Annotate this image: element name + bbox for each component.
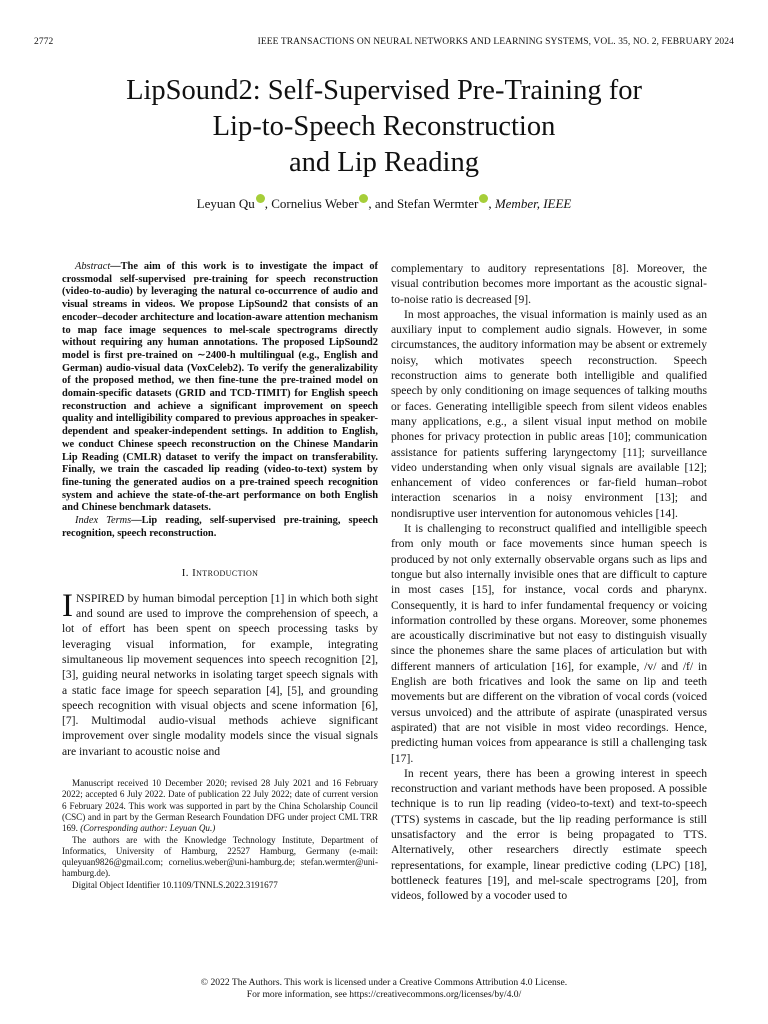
drop-word: NSPIRED xyxy=(76,591,125,605)
author-weber: , Cornelius Weber xyxy=(264,196,359,211)
intro-paragraph-3: It is challenging to reconstruct qualified and intelligible speech from only mouth or face movements since human speech is produced by not only externally observable organs such as lips and tongue but also internally invisible ones that are difficult to capture in most cases [15], for instance, vocal cords and pharynx. Consequently, it is hard to infer fundamental frequency or voicing information controlled by these organs. Moreover, some phonemes are acoustically discriminative but not easy to distinguish visually since the phonemes share the same places of articulation but with different manners of articulation [16], for example, /v/ and /f/ in English are both fricatives and look the same on lip and teeth movements but are different on the vibration of vocal cords (voiced versus unvoiced) and the attribute of aspirate (unaspirated versus aspirated) that are not visible in most video recordings. Hence, predicting human voices from appearance is still a challenging task [17]. xyxy=(391,522,707,765)
title-line-1: LipSound2: Self-Supervised Pre-Training for xyxy=(126,75,642,106)
intro-paragraph-4: In recent years, there has been a growing interest in speech reconstruction and variant methods have been proposed. A possible technique is to run lip reading (video-to-text) and text-to-speech (TTS) systems in cascade, but the lip reading performance is still unsatisfactory and the error is being propagated to TTS. Alternatively, other researchers directly estimate speech representations, for example, linear predictive coding (LPC) [18], bottleneck features [19], and mel-scale spectrograms [20], from videos, followed by a vocoder used to xyxy=(391,766,707,903)
author-separator: , xyxy=(488,196,495,211)
orcid-icon[interactable] xyxy=(479,194,488,203)
license-notice xyxy=(0,977,768,1001)
left-column xyxy=(62,261,378,891)
author-membership: Member, IEEE xyxy=(494,196,572,211)
abstract xyxy=(62,261,378,515)
section-number: I. xyxy=(181,567,193,580)
title-line-2: Lip-to-Speech Reconstruction xyxy=(212,111,556,142)
abstract-text: —The aim of this work is to investigate the impact of crossmodal self-supervised pre-training for speech reconstruction (video-to-audio) by leveraging the natural co-occurrence of audio and visual streams in videos. We propose LipSound2 that consists of an encoder–decoder architecture and location-aware attention mechanism to map face image sequences to mel-scale spectrograms directly without requiring any human annotations. The proposed LipSound2 model is first pre-trained on ∼2400-h multilingual (e.g., English and German) audio-visual data (VoxCeleb2). To verify the generalizability of the proposed method, we then fine-tune the pre-trained model on domain-specific datasets (GRID and TCD-TIMIT) for English speech reconstruction and achieve a significant improvement on speech quality and intelligibility compared to previous approaches in speaker-dependent and speaker-independent settings. In addition to English, we conduct Chinese speech reconstruction on the Chinese Mandarin Lip Reading (CMLR) dataset to verify the impact on transferability. Finally, we train the cascaded lip reading (video-to-text) system by fine-tuning the generated audios on a pre-trained speech recognition system and achieve the state-of-the-art performance on both English and Chinese benchmark datasets. xyxy=(62,261,378,514)
section-heading-introduction xyxy=(62,566,378,581)
corresponding-author: (Corresponding author: Leyuan Qu.) xyxy=(80,823,216,834)
footnotes xyxy=(62,778,378,891)
intro-paragraph-1-text: by human bimodal perception [1] in which both sight and sound are used to improve the comprehension of speech, a lot of effort has been spent on speech processing tasks by leveraging visual information, for example, integrating simultaneous lip movement sequences into speech recognition [2], [3], guiding neural networks in isolating target speech signals with a static face image for speech separation [4], [5], and grounding speech recognition with visual objects and scene information [6], [7]. Multimodal audio-visual methods achieve significant improvement over single modality models since the visual signals are invariant to acoustic noise and xyxy=(62,591,378,758)
title-line-3: and Lip Reading xyxy=(289,147,479,178)
right-column xyxy=(391,261,707,903)
footnote-manuscript xyxy=(62,778,378,834)
section-title: Introduction xyxy=(192,567,259,580)
paper-title xyxy=(0,73,768,181)
journal-name: IEEE TRANSACTIONS ON NEURAL NETWORKS AND LEARNING SYSTEMS, VOL. 35, NO. 2, FEBRUARY 2024 xyxy=(257,37,734,47)
drop-cap: I xyxy=(62,587,73,624)
index-terms xyxy=(62,515,378,540)
intro-paragraph-2: In most approaches, the visual information is mainly used as an auxiliary input to complement audio signals. However, in some circumstances, the auditory information may be absent or extremely noisy, which motivates speech reconstruction. Speech reconstruction aims to generate both intelligible and qualified speech by only conditioning on image sequences of talking mouths or faces. Generating intelligible speech from silent videos enables many applications, e.g., a silent visual input method on mobile phones for privacy protection in public areas [10]; communication assistance for patients suffering laryngectomy [11]; surveillance video understanding when only visual signals are available [12]; enhancement of video conferences or far-field human–robot interaction scenarios in a noisy environment [13]; and nondisruptive user intervention for autonomous vehicles [14]. xyxy=(391,307,707,520)
intro-paragraph-1-continued: complementary to auditory representations [8]. Moreover, the visual contribution becomes more important as the acoustic signal-to-noise ratio is decreased [9]. xyxy=(391,262,707,306)
author-list xyxy=(0,194,768,212)
page-number: 2772 xyxy=(34,37,54,47)
index-terms-text: —Lip reading, self-supervised pre-training, speech recognition, speech reconstruction. xyxy=(62,515,378,539)
footnote-manuscript-text: Manuscript received 10 December 2020; revised 28 July 2021 and 16 February 2022; accepted 6 July 2022. Date of publication 22 July 2022; date of current version 6 February 2024. This work was supported in part by the China Scholarship Council (CSC) and in part by the German Research Foundation DFG under project CML TRR 169. xyxy=(62,778,378,834)
author-qu: Leyuan Qu xyxy=(196,196,255,211)
license-line-2[interactable]: For more information, see https://creativecommons.org/licenses/by/4.0/ xyxy=(246,989,522,1000)
author-wermter: , and Stefan Wermter xyxy=(368,196,479,211)
abstract-label: Abstract xyxy=(75,261,111,272)
license-line-1: © 2022 The Authors. This work is licensed under a Creative Commons Attribution 4.0 License. xyxy=(200,977,568,988)
footnote-doi: Digital Object Identifier 10.1109/TNNLS.2022.3191677 xyxy=(72,879,278,890)
intro-paragraph-1 xyxy=(62,587,378,759)
orcid-icon[interactable] xyxy=(256,194,265,203)
footnote-affiliation: The authors are with the Knowledge Technology Institute, Department of Informatics, University of Hamburg, 22527 Hamburg, Germany (e-mail: quleyuan9826@gmail.com; cornelius.weber@uni-hamburg.de; stefan.wermter@uni-hamburg.de). xyxy=(62,834,378,879)
index-terms-label: Index Terms xyxy=(75,515,132,527)
